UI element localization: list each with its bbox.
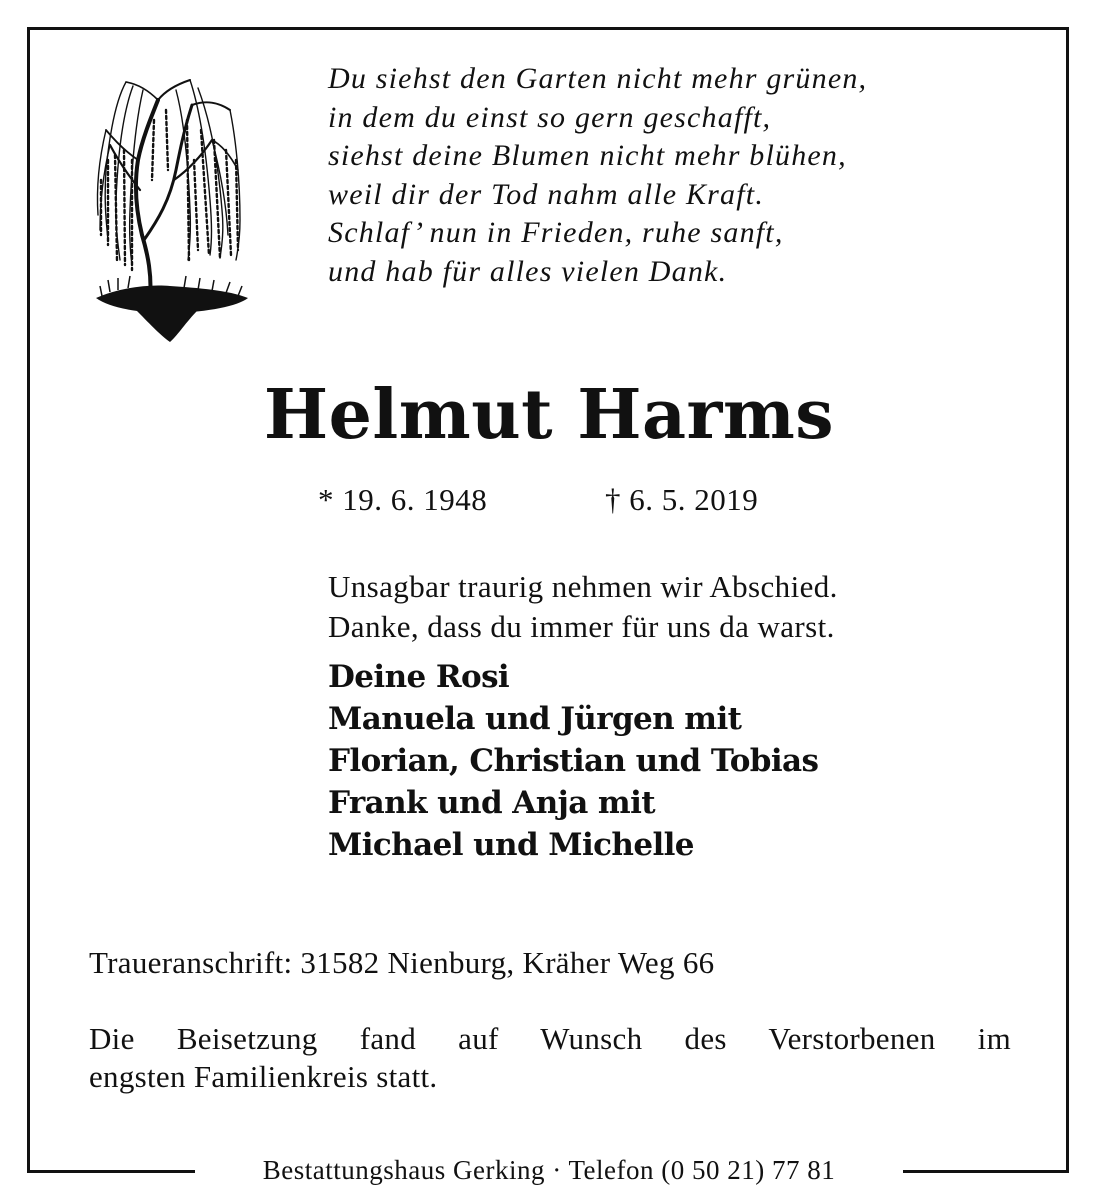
burial-notice xyxy=(89,1020,1011,1096)
deceased-name: Helmut Harms xyxy=(263,375,835,455)
mourner-line: Michael und Michelle xyxy=(328,827,694,863)
burial-line: engsten Familienkreis statt. xyxy=(89,1059,438,1094)
mourner-line: Frank und Anja mit xyxy=(328,785,656,821)
mourner-line: Manuela und Jürgen mit xyxy=(328,701,742,737)
farewell-line: Unsagbar traurig nehmen wir Abschied. xyxy=(328,569,838,604)
burial-line: Die Beisetzung fand auf Wunsch des Verstorbenen im xyxy=(89,1021,1011,1056)
death-date: † 6. 5. 2019 xyxy=(605,482,759,517)
poem-line: weil dir der Tod nahm alle Kraft. xyxy=(328,177,765,211)
farewell-message xyxy=(328,567,838,647)
poem-line: in dem du einst so gern geschafft, xyxy=(328,100,772,134)
mourners-list xyxy=(328,656,818,866)
mourner-line: Deine Rosi xyxy=(328,659,510,695)
poem-line: Du siehst den Garten nicht mehr grünen, xyxy=(328,62,868,95)
memorial-poem xyxy=(328,60,1028,291)
farewell-line: Danke, dass du immer für uns da warst. xyxy=(328,609,835,644)
mourner-line: Florian, Christian und Tobias xyxy=(328,743,819,779)
poem-line: Schlaf’ nun in Frieden, ruhe sanft, xyxy=(328,216,784,249)
poem-line: und hab für alles vielen Dank. xyxy=(328,254,728,288)
birth-date: * 19. 6. 1948 xyxy=(318,482,488,517)
mourning-address: Traueranschrift: 31582 Nienburg, Kräher Weg 66 xyxy=(89,945,715,980)
funeral-home-footer: Bestattungshaus Gerking · Telefon (0 50 21) 77 81 xyxy=(262,1155,836,1185)
weeping-willow-icon xyxy=(88,60,253,345)
poem-line: siehst deine Blumen nicht mehr blühen, xyxy=(328,139,847,172)
